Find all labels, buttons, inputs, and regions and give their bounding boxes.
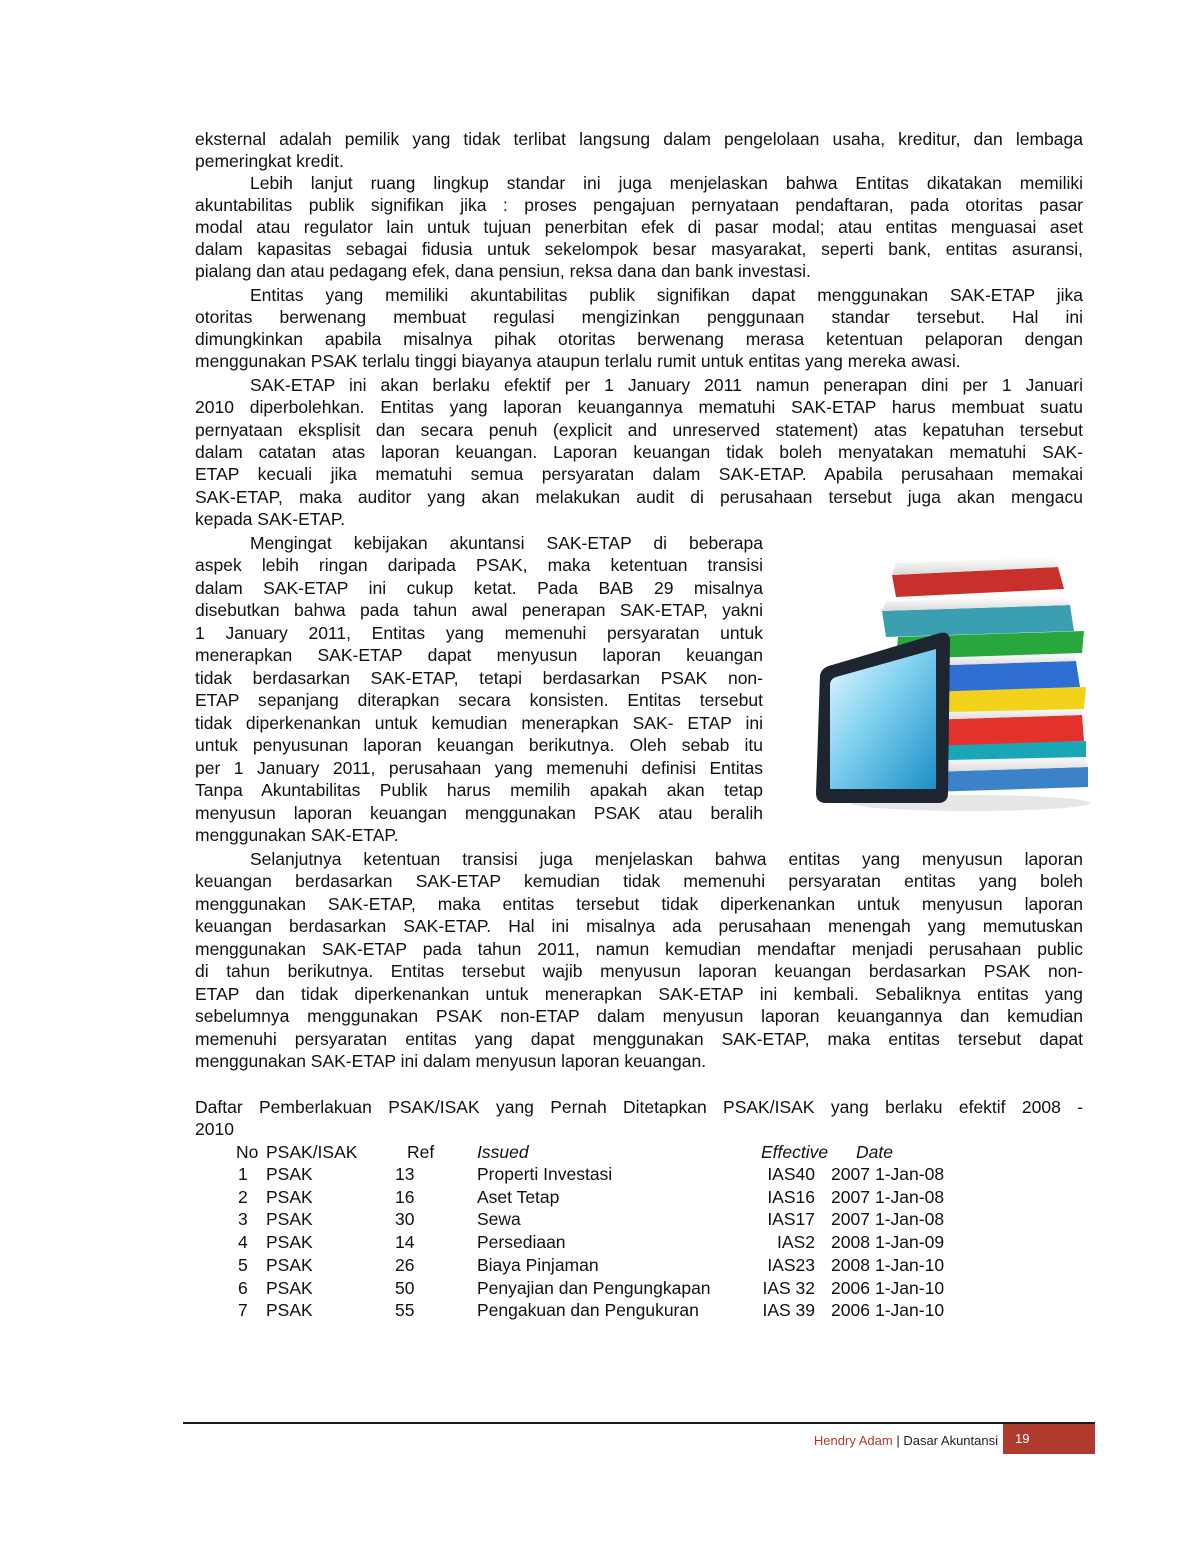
cell-title: Aset Tetap — [477, 1186, 560, 1207]
body-text-line: SAK-ETAP, maka auditor yang akan melakukan audit di perusahaan tersebut juga akan mengacu — [195, 487, 1083, 507]
body-text-line: menggunakan SAK-ETAP ini dalam menyusun laporan keuangan. — [195, 1051, 707, 1071]
body-text-line: ETAP sepanjang diterapkan secara konsisten. Entitas tersebut — [195, 690, 763, 710]
cell-issued-year: 2007 — [831, 1164, 870, 1184]
cell-effective-date: 1-Jan-09 — [875, 1232, 945, 1253]
cell-no: 6 — [238, 1277, 248, 1298]
body-text-line: disebutkan bahwa pada tahun awal penerapan SAK-ETAP, yakni — [195, 600, 763, 620]
cell-type: PSAK — [266, 1232, 313, 1253]
cell-effective-date: 1-Jan-08 — [875, 1209, 945, 1230]
body-text-line: memenuhi persyaratan entitas yang dapat menggunakan SAK-ETAP, maka entitas tersebut dapat — [195, 1029, 1083, 1049]
body-text-line: dalam kapasitas sebagai fidusia untuk sekelompok besar masyarakat, seperti bank, entitas asuransi, — [195, 239, 1083, 259]
list-title: 2010 — [195, 1119, 234, 1139]
body-text-line: menggunakan PSAK terlalu tinggi biayanya ataupun terlalu rumit untuk entitas yang mereka awasi. — [195, 351, 961, 371]
body-text-line: akuntabilitas publik signifikan jika : proses pengajuan pernyataan pendaftaran, pada otoritas pasar — [195, 195, 1083, 215]
page-number: 19 — [1003, 1424, 1095, 1454]
cell-title: Penyajian dan Pengungkapan — [477, 1277, 711, 1298]
body-text-line: Entitas yang memiliki akuntabilitas publik signifikan dapat menggunakan SAK-ETAP jika — [250, 285, 1083, 305]
body-text-line: dalam SAK-ETAP ini cukup ketat. Pada BAB 29 misalnya — [195, 578, 763, 598]
cell-effective-date: 1-Jan-10 — [875, 1300, 945, 1321]
body-text-line: SAK-ETAP ini akan berlaku efektif per 1 January 2011 namun penerapan dini per 1 Januari — [250, 375, 1083, 395]
header-psak-isak: PSAK/ISAK — [266, 1142, 358, 1162]
body-text-line: untuk penyusunan laporan keuangan berikutnya. Oleh sebab itu — [195, 735, 763, 755]
cell-no: 5 — [238, 1254, 248, 1275]
body-text-line: menggunakan SAK-ETAP. — [195, 825, 399, 845]
cell-no: 3 — [238, 1209, 248, 1230]
cell-issued-year: 2008 — [831, 1254, 870, 1275]
body-text-line: otoritas berwenang membuat regulasi mengizinkan penggunaan standar tersebut. Hal ini — [195, 307, 1083, 327]
cell-title: Biaya Pinjaman — [477, 1254, 599, 1275]
cell-no: 7 — [238, 1300, 248, 1321]
body-text-line: menyusun laporan keuangan menggunakan PSAK atau beralih — [195, 803, 763, 823]
body-text-line: eksternal adalah pemilik yang tidak terlibat langsung dalam pengelolaan usaha, kreditur, dan lembaga — [195, 129, 1083, 149]
cell-ref: 14 — [395, 1232, 415, 1253]
cell-ref: 13 — [395, 1164, 415, 1184]
header-no: No — [236, 1142, 259, 1162]
body-text-line: menerapkan SAK-ETAP dapat menyusun laporan keuangan — [195, 645, 763, 665]
cell-ref: 50 — [395, 1277, 415, 1298]
cell-type: PSAK — [266, 1209, 313, 1230]
cell-ias: IAS17 — [767, 1209, 815, 1230]
body-text-line: sebelumnya menggunakan PSAK non-ETAP dalam menyusun laporan keuangannya dan kemudian — [195, 1006, 1083, 1026]
cell-ref: 30 — [395, 1209, 415, 1230]
body-text-line: kepada SAK-ETAP. — [195, 509, 346, 529]
body-text-line: aspek lebih ringan daripada PSAK, maka ketentuan transisi — [195, 555, 763, 575]
body-text-line: keuangan berdasarkan SAK-ETAP kemudian tidak memenuhi persyaratan entitas yang boleh — [195, 871, 1083, 891]
cell-effective-date: 1-Jan-10 — [875, 1277, 945, 1298]
body-text-line: dalam catatan atas laporan keuangan. Laporan keuangan tidak boleh menyatakan mematuhi SAK- — [195, 442, 1083, 462]
body-text-line: menggunakan SAK-ETAP, maka entitas tersebut tidak diperkenankan untuk menyusun laporan — [195, 894, 1083, 914]
body-text-line: modal atau regulator lain untuk tujuan penerbitan efek di pasar modal; atau entitas menguasai aset — [195, 217, 1083, 237]
cell-ias: IAS2 — [777, 1232, 815, 1253]
cell-ias: IAS23 — [767, 1254, 815, 1275]
body-text-line: Lebih lanjut ruang lingkup standar ini juga menjelaskan bahwa Entitas dikatakan memiliki — [250, 173, 1083, 193]
cell-issued-year: 2007 — [831, 1209, 870, 1230]
books-tablet-illustration — [800, 545, 1100, 815]
body-text-line: menggunakan SAK-ETAP pada tahun 2011, namun kemudian mendaftar menjadi perusahaan public — [195, 939, 1083, 959]
cell-issued-year: 2007 — [831, 1186, 870, 1207]
cell-effective-date: 1-Jan-10 — [875, 1254, 945, 1275]
footer-author: Hendry Adam — [813, 1433, 893, 1448]
body-text-line: per 1 January 2011, perusahaan yang memenuhi definisi Entitas — [195, 758, 763, 778]
footer-book: Dasar Akuntansi — [903, 1433, 998, 1448]
cell-type: PSAK — [266, 1254, 313, 1275]
cell-issued-year: 2008 — [831, 1232, 870, 1253]
body-text-line: pemeringkat kredit. — [195, 151, 344, 171]
body-text-line: tidak diperkenankan untuk kemudian menerapkan SAK- ETAP ini — [195, 713, 763, 733]
list-title: Daftar Pemberlakuan PSAK/ISAK yang Pernah Ditetapkan PSAK/ISAK yang berlaku efektif 2008 - — [195, 1097, 1083, 1117]
cell-ref: 26 — [395, 1254, 415, 1275]
cell-type: PSAK — [266, 1277, 313, 1298]
cell-issued-year: 2006 — [831, 1277, 870, 1298]
body-text-line: pialang dan atau pedagang efek, dana pensiun, reksa dana dan bank investasi. — [195, 261, 811, 281]
body-text-line: ETAP kecuali jika mematuhi semua persyaratan dalam SAK-ETAP. Apabila perusahaan memakai — [195, 464, 1083, 484]
body-text-line: ETAP dan tidak diperkenankan untuk menerapkan SAK-ETAP ini kembali. Sebaliknya entitas yang — [195, 984, 1083, 1004]
cell-ias: IAS 39 — [762, 1300, 815, 1321]
body-text-line: keuangan berdasarkan SAK-ETAP. Hal ini misalnya ada perusahaan menengah yang memutuskan — [195, 916, 1083, 936]
cell-type: PSAK — [266, 1164, 313, 1184]
cell-ref: 16 — [395, 1186, 415, 1207]
body-text-line: pernyataan eksplisit dan secara penuh (explicit and unreserved statement) atas kepatuhan tersebut — [195, 420, 1083, 440]
cell-title: Pengakuan dan Pengukuran — [477, 1300, 699, 1321]
body-text-line: Tanpa Akuntabilitas Publik harus memilih apakah akan tetap — [195, 780, 763, 800]
cell-no: 2 — [238, 1186, 248, 1207]
body-text-line: tidak berdasarkan SAK-ETAP, tetapi berdasarkan PSAK non- — [195, 668, 763, 688]
cell-ref: 55 — [395, 1300, 415, 1321]
header-issued: Issued — [477, 1142, 529, 1162]
stack-of-books-icon — [800, 545, 1100, 815]
body-text-line: dimungkinkan apabila misalnya pihak otoritas berwenang merasa ketentuan pelaporan dengan — [195, 329, 1083, 349]
cell-ias: IAS40 — [767, 1164, 815, 1184]
body-text-line: Selanjutnya ketentuan transisi juga menjelaskan bahwa entitas yang menyusun laporan — [250, 849, 1083, 869]
body-text-line: 2010 diperbolehkan. Entitas yang laporan keuangannya mematuhi SAK-ETAP harus membuat suatu — [195, 397, 1083, 417]
cell-ias: IAS 32 — [762, 1277, 815, 1298]
footer-author-book — [814, 1430, 998, 1452]
cell-type: PSAK — [266, 1300, 313, 1321]
cell-no: 1 — [238, 1164, 248, 1184]
header-effective: Effective — [761, 1142, 829, 1162]
header-date: Date — [856, 1142, 893, 1162]
footer-separator: | — [896, 1433, 900, 1448]
cell-no: 4 — [238, 1232, 248, 1253]
cell-title: Persediaan — [477, 1232, 566, 1253]
cell-effective-date: 1-Jan-08 — [875, 1186, 945, 1207]
cell-ias: IAS16 — [767, 1186, 815, 1207]
body-text-line: 1 January 2011, Entitas yang memenuhi persyaratan untuk — [195, 623, 763, 643]
cell-title: Sewa — [477, 1209, 521, 1230]
cell-issued-year: 2006 — [831, 1300, 870, 1321]
cell-effective-date: 1-Jan-08 — [875, 1164, 945, 1184]
cell-type: PSAK — [266, 1186, 313, 1207]
footer-rule — [183, 1422, 1095, 1424]
body-text-line: di tahun berikutnya. Entitas tersebut wajib menyusun laporan keuangan berdasarkan PSAK non- — [195, 961, 1083, 981]
cell-title: Properti Investasi — [477, 1164, 613, 1184]
body-text-line: Mengingat kebijakan akuntansi SAK-ETAP di beberapa — [250, 533, 763, 553]
header-ref: Ref — [407, 1142, 435, 1162]
